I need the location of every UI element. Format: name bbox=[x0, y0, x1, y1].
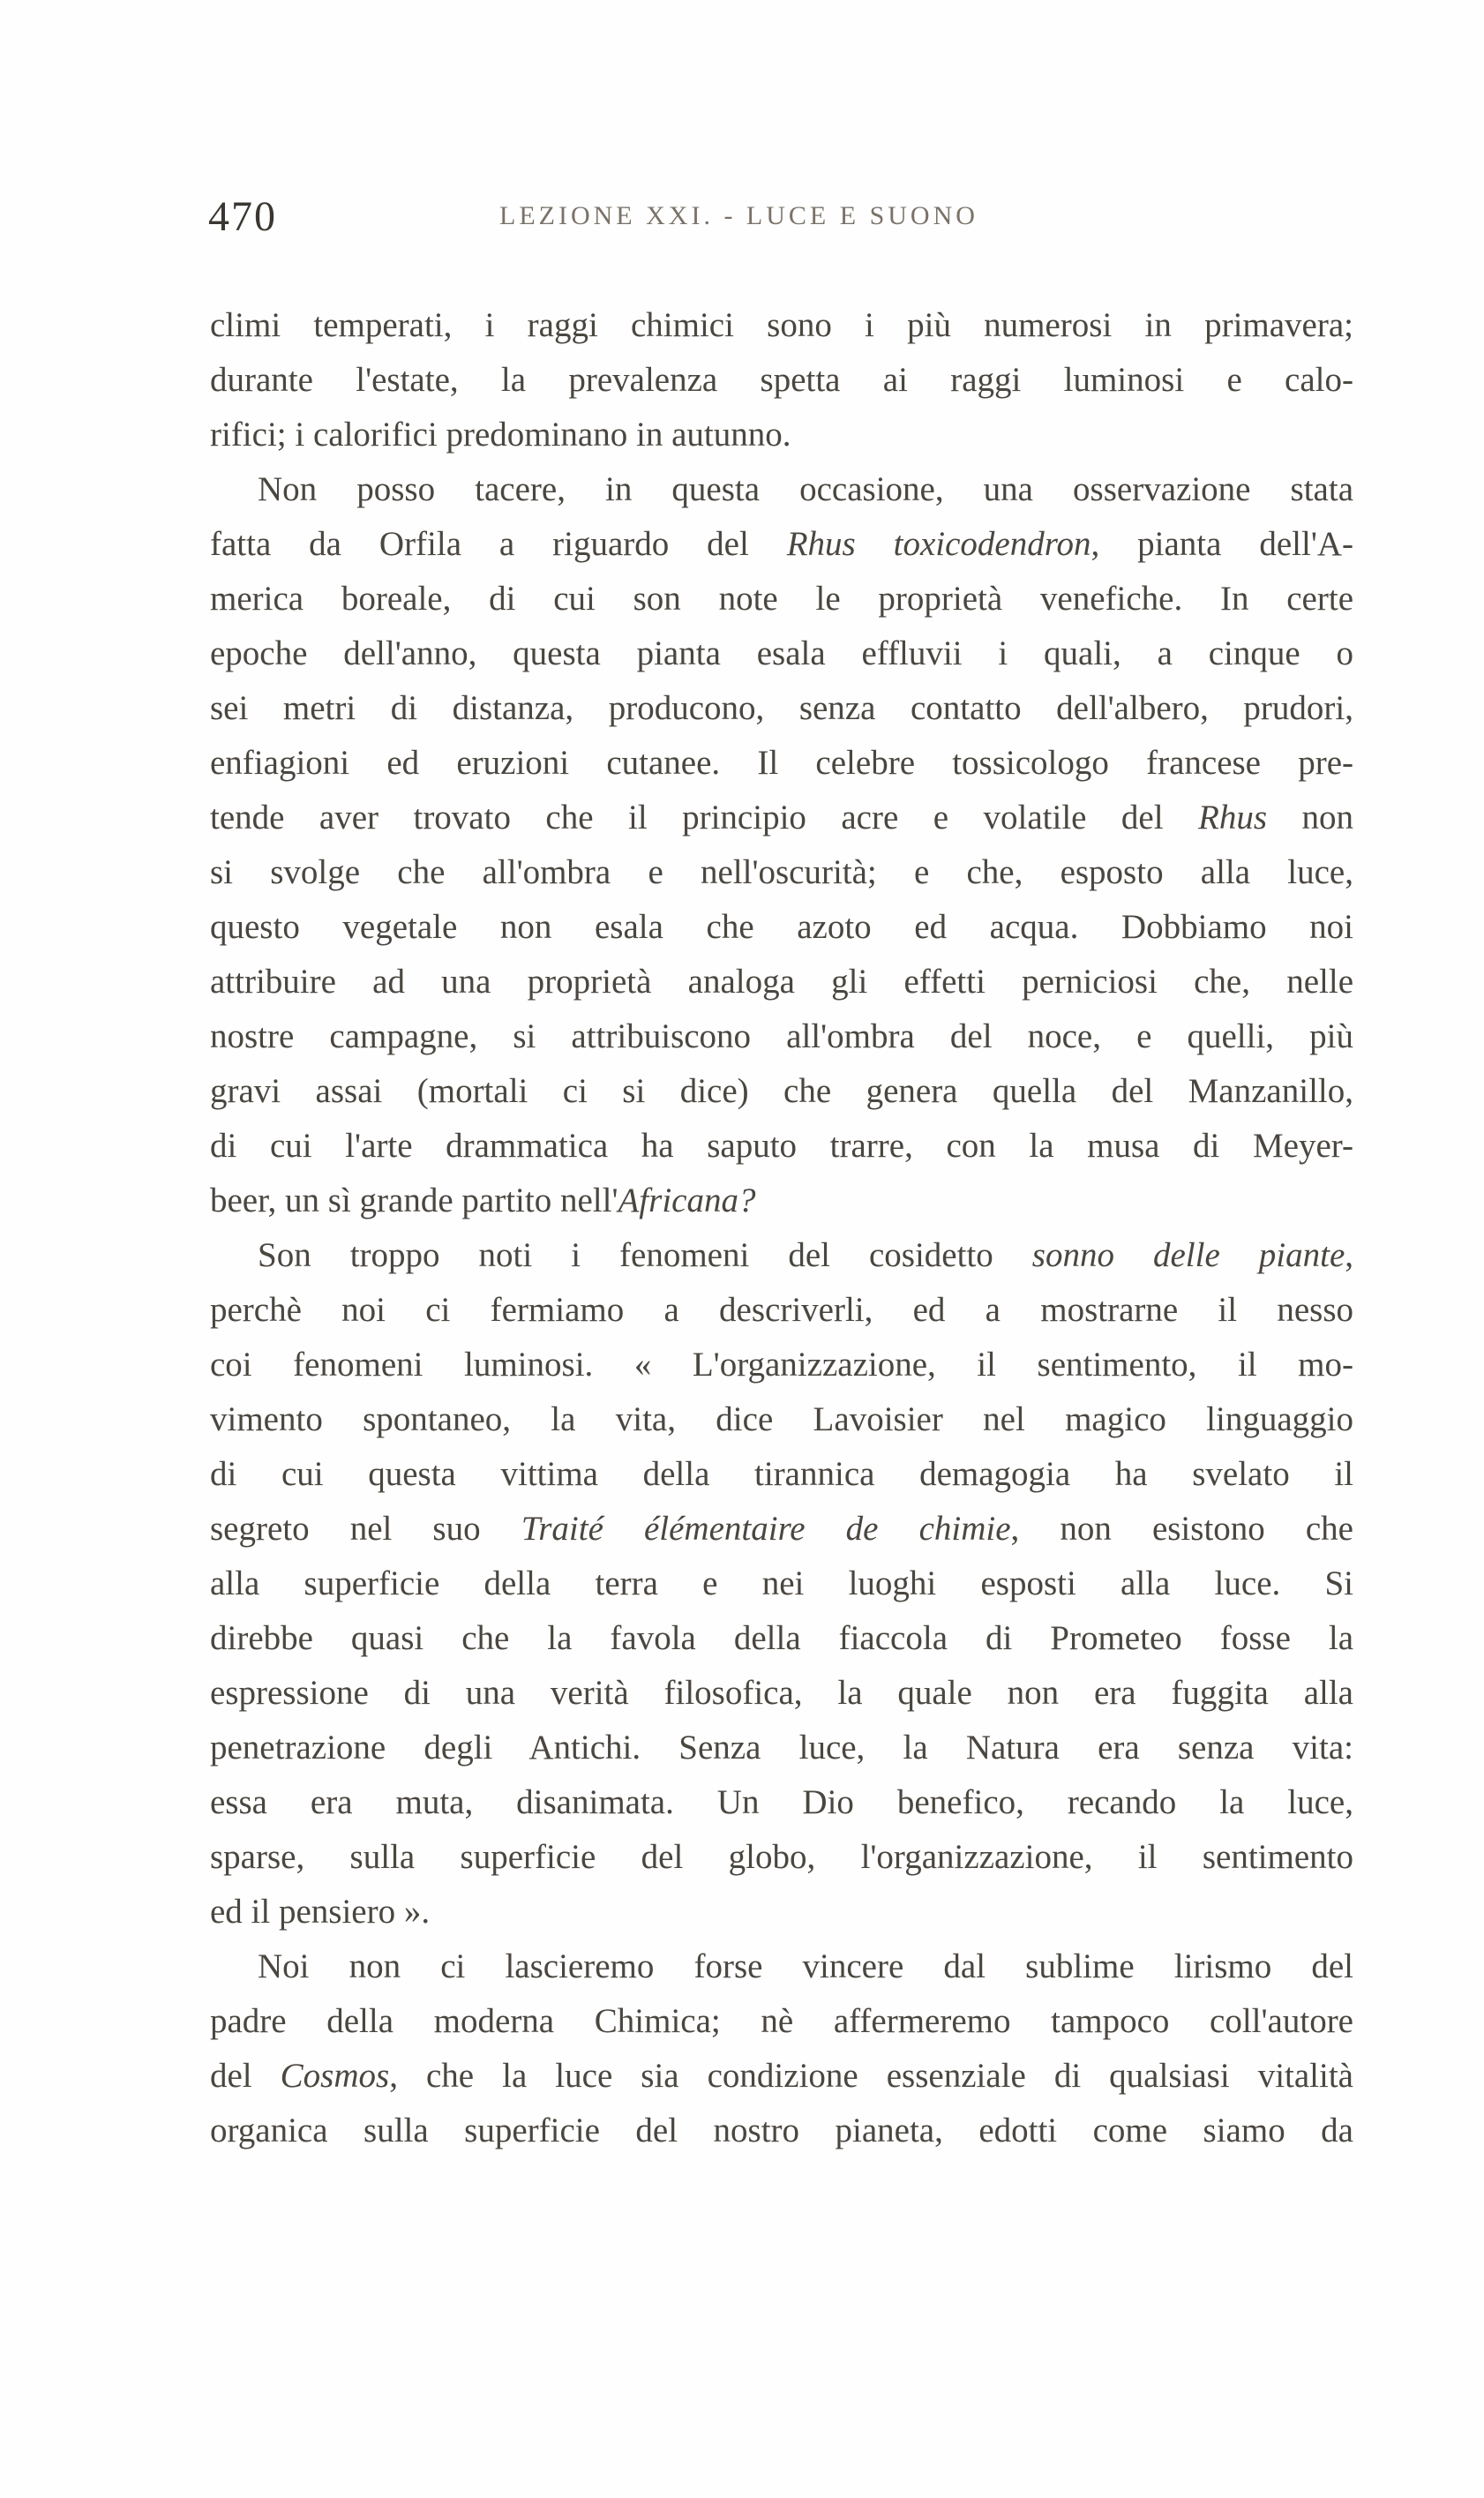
text-line: merica boreale, di cui son note le proprietà venefiche. In certe bbox=[210, 580, 1353, 618]
text-line: vimento spontaneo, la vita, dice Lavoisier nel magico linguaggio bbox=[210, 1400, 1353, 1438]
text-line: attribuire ad una proprietà analoga gli effetti perniciosi che, nelle bbox=[210, 963, 1353, 1001]
text-line: rifici; i calorifici predominano in autunno. bbox=[210, 416, 791, 454]
text-line: sparse, sulla superficie del globo, l'organizzazione, il sentimento bbox=[210, 1838, 1353, 1876]
text-line: epoche dell'anno, questa pianta esala effluvii i quali, a cinque o bbox=[210, 634, 1353, 672]
text-segment: , che la luce sia condizione essenziale di qualsiasi vitalità bbox=[389, 2057, 1353, 2095]
italic-term: Rhus toxicodendron bbox=[786, 525, 1091, 563]
text-segment: fatta da Orfila a riguardo del bbox=[210, 525, 787, 563]
text-line: padre della moderna Chimica; nè affermeremo tampoco coll'autore bbox=[210, 2002, 1353, 2040]
text-segment: , non esistono che bbox=[1010, 1510, 1353, 1548]
text-line: si svolge che all'ombra e nell'oscurità; e che, esposto alla luce, bbox=[210, 853, 1353, 891]
text-line: gravi assai (mortali ci si dice) che genera quella del Manzanillo, bbox=[210, 1072, 1353, 1110]
text-segment: del bbox=[210, 2057, 281, 2095]
running-head: LEZIONE XXI. - LUCE E SUONO bbox=[499, 201, 978, 230]
page-header bbox=[208, 192, 1355, 245]
page-number: 470 bbox=[208, 193, 277, 240]
italic-term: Africana? bbox=[618, 1181, 756, 1219]
text-line: coi fenomeni luminosi. « L'organizzazione, il sentimento, il mo- bbox=[210, 1346, 1353, 1384]
text-line: perchè noi ci fermiamo a descriverli, ed a mostrarne il nesso bbox=[210, 1291, 1353, 1329]
text-line bbox=[210, 517, 1353, 572]
text-line: essa era muta, disanimata. Un Dio benefico, recando la luce, bbox=[210, 1783, 1353, 1821]
text-segment: , bbox=[1345, 1236, 1353, 1274]
text-line: Non posso tacere, in questa occasione, una osservazione stata bbox=[258, 470, 1353, 508]
text-line bbox=[210, 1174, 1353, 1228]
text-line: enfiagioni ed eruzioni cutanee. Il celebre tossicologo francese pre- bbox=[210, 744, 1353, 782]
text-line: di cui questa vittima della tirannica demagogia ha svelato il bbox=[210, 1455, 1353, 1493]
italic-term: Traité élémentaire de chimie bbox=[521, 1510, 1011, 1548]
text-line: di cui l'arte drammatica ha saputo trarre, con la musa di Meyer- bbox=[210, 1127, 1353, 1165]
text-line: durante l'estate, la prevalenza spetta ai raggi luminosi e calo- bbox=[210, 361, 1353, 399]
text-line bbox=[210, 2049, 1353, 2104]
text-segment: non bbox=[1267, 799, 1353, 836]
text-segment: tende aver trovato che il principio acre e volatile del bbox=[210, 799, 1199, 836]
text-line: penetrazione degli Antichi. Senza luce, la Natura era senza vita: bbox=[210, 1729, 1353, 1767]
text-line: questo vegetale non esala che azoto ed acqua. Dobbiamo noi bbox=[210, 908, 1353, 946]
text-line: espressione di una verità filosofica, la quale non era fuggita alla bbox=[210, 1674, 1353, 1712]
text-segment: beer, un sì grande partito nell' bbox=[210, 1181, 618, 1219]
text-line: climi temperati, i raggi chimici sono i più numerosi in primavera; bbox=[210, 306, 1353, 344]
text-line: alla superficie della terra e nei luoghi esposti alla luce. Si bbox=[210, 1564, 1353, 1602]
text-line: sei metri di distanza, producono, senza contatto dell'albero, prudori, bbox=[210, 689, 1353, 727]
body-text bbox=[210, 298, 1353, 2158]
text-line bbox=[210, 1228, 1353, 1283]
text-segment: segreto nel suo bbox=[210, 1510, 521, 1548]
text-line: nostre campagne, si attribuiscono all'ombra del noce, e quelli, più bbox=[210, 1017, 1353, 1055]
text-segment: , pianta dell'A- bbox=[1091, 525, 1353, 563]
text-line: organica sulla superficie del nostro pianeta, edotti come siamo da bbox=[210, 2112, 1353, 2149]
text-line: ed il pensiero ». bbox=[210, 1893, 431, 1931]
text-line bbox=[210, 791, 1353, 845]
text-line: Noi non ci lascieremo forse vincere dal sublime lirismo del bbox=[258, 1947, 1353, 1985]
text-line: direbbe quasi che la favola della fiaccola di Prometeo fosse la bbox=[210, 1619, 1353, 1657]
italic-term: Cosmos bbox=[280, 2057, 390, 2095]
text-line bbox=[210, 1502, 1353, 1557]
italic-term: Rhus bbox=[1198, 799, 1268, 836]
text-segment: Son troppo noti i fenomeni del cosidetto bbox=[258, 1236, 1032, 1274]
italic-term: sonno delle piante bbox=[1031, 1236, 1345, 1274]
